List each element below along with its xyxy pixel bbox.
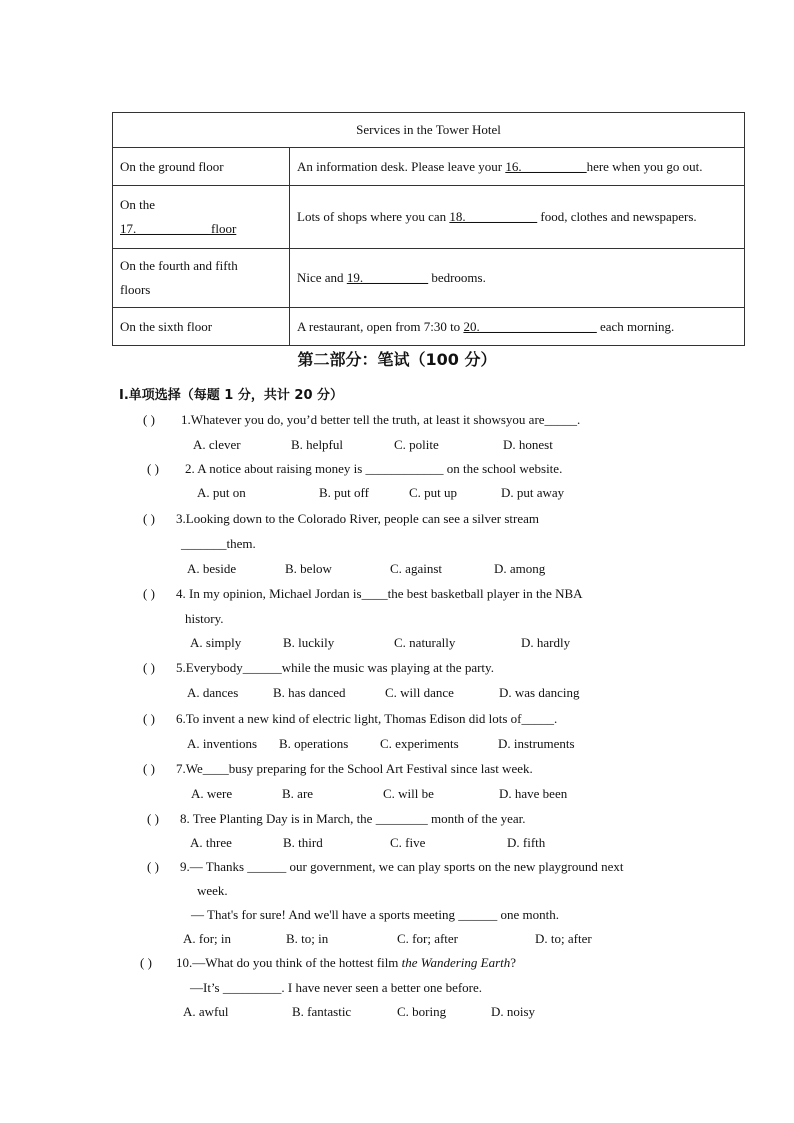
question-text: 6.To invent a new kind of electric light, Thomas Edison did lots of_____. (176, 711, 558, 726)
answer-paren[interactable]: ( ) (143, 711, 155, 726)
question-text: 9.— Thanks ______ our government, we can play sports on the new playground next (180, 859, 624, 874)
option-d: D. noisy (491, 1004, 536, 1019)
table-row (113, 186, 745, 249)
question-text: 3.Looking down to the Colorado River, people can see a silver stream (176, 511, 540, 526)
option-b: B. put off (319, 485, 369, 500)
section-title: 第二部分：笔试（100 分） (297, 350, 497, 369)
option-b: B. helpful (291, 437, 343, 452)
option-b: B. are (282, 786, 314, 801)
answer-paren[interactable]: ( ) (143, 586, 155, 601)
option-c: C. experiments (380, 736, 459, 751)
question-text: 7.We____busy preparing for the School Art Festival since last week. (176, 761, 533, 776)
option-a: A. put on (197, 485, 246, 500)
question-text: 5.Everybody______while the music was playing at the party. (176, 660, 494, 675)
option-a: A. three (190, 835, 232, 850)
option-a: A. beside (187, 561, 237, 576)
answer-paren[interactable]: ( ) (143, 511, 155, 526)
question-text-cont: — That's for sure! And we'll have a sports meeting ______ one month. (191, 907, 560, 922)
table-row (113, 308, 745, 346)
question-text: 1.Whatever you do, you’d better tell the truth, at least it showsyou are_____. (181, 412, 581, 427)
answer-paren[interactable]: ( ) (140, 955, 152, 970)
option-b: B. luckily (283, 635, 335, 650)
question-text-cont: week. (197, 883, 228, 898)
table-header: Services in the Tower Hotel (113, 113, 745, 148)
service-cell: Lots of shops where you can 18.___________ food, clothes and newspapers. (290, 186, 745, 249)
blank-16[interactable]: 16.__________ (505, 158, 587, 174)
blank-17[interactable]: 17.___________ floor (120, 221, 237, 236)
floor-cell: On the ground floor (113, 148, 290, 186)
answer-paren[interactable]: ( ) (143, 761, 155, 776)
option-c: C. five (390, 835, 426, 850)
part-title: I.单项选择（每题 1 分，共计 20 分） (119, 388, 344, 403)
question-text: 4. In my opinion, Michael Jordan is____the best basketball player in the NBA (176, 586, 583, 601)
option-b: B. third (283, 835, 323, 850)
option-c: C. for; after (397, 931, 459, 946)
question-text: 2. A notice about raising money is ____________ on the school website. (185, 461, 563, 476)
option-d: D. honest (503, 437, 553, 452)
option-d: D. among (494, 561, 546, 576)
blank-20[interactable]: 20.__________________ (463, 318, 597, 334)
film-title: the Wandering Earth (401, 955, 511, 970)
service-cell: Nice and 19.__________ bedrooms. (290, 249, 745, 308)
question-text: 10.—What do you think of the hottest film the Wandering Earth? (176, 955, 517, 970)
option-d: D. was dancing (499, 685, 580, 700)
service-cell: An information desk. Please leave your 16.__________here when you go out. (290, 148, 745, 186)
option-c: C. boring (397, 1004, 447, 1019)
floor-cell: On the sixth floor (113, 308, 290, 346)
option-d: D. to; after (535, 931, 592, 946)
option-b: B. below (285, 561, 332, 576)
option-b: B. has danced (273, 685, 346, 700)
option-c: C. naturally (394, 635, 456, 650)
services-table (112, 112, 745, 346)
table-row (113, 148, 745, 186)
answer-paren[interactable]: ( ) (147, 859, 159, 874)
option-d: D. fifth (507, 835, 546, 850)
question-text: 8. Tree Planting Day is in March, the ________ month of the year. (180, 811, 526, 826)
option-b: B. fantastic (292, 1004, 352, 1019)
option-b: B. operations (279, 736, 349, 751)
option-a: A. awful (183, 1004, 229, 1019)
question-text-cont: history. (185, 611, 224, 626)
answer-paren[interactable]: ( ) (147, 811, 159, 826)
option-c: C. put up (409, 485, 458, 500)
blank-18[interactable]: 18.___________ (449, 209, 538, 224)
question-text-cont: —It’s _________. I have never seen a better one before. (190, 980, 483, 995)
option-a: A. clever (193, 437, 241, 452)
option-b: B. to; in (286, 931, 329, 946)
answer-paren[interactable]: ( ) (147, 461, 159, 476)
option-c: C. polite (394, 437, 439, 452)
option-d: D. instruments (498, 736, 575, 751)
table-row (113, 249, 745, 308)
service-cell: A restaurant, open from 7:30 to 20.__________________ each morning. (290, 308, 745, 346)
option-a: A. simply (190, 635, 242, 650)
option-a: A. dances (187, 685, 239, 700)
answer-paren[interactable]: ( ) (143, 412, 155, 427)
option-c: C. will be (383, 786, 434, 801)
option-c: C. will dance (385, 685, 454, 700)
option-d: D. put away (501, 485, 565, 500)
option-a: A. inventions (187, 736, 258, 751)
option-c: C. against (390, 561, 442, 576)
option-a: A. for; in (183, 931, 232, 946)
blank-19[interactable]: 19.__________ (346, 270, 429, 285)
option-d: D. hardly (521, 635, 571, 650)
option-d: D. have been (499, 786, 568, 801)
floor-cell: On the fourth and fifth floors (113, 249, 290, 308)
question-text-cont: _______them. (181, 536, 256, 551)
floor-cell: On the 17.___________ floor (113, 186, 290, 249)
answer-paren[interactable]: ( ) (143, 660, 155, 675)
option-a: A. were (191, 786, 233, 801)
